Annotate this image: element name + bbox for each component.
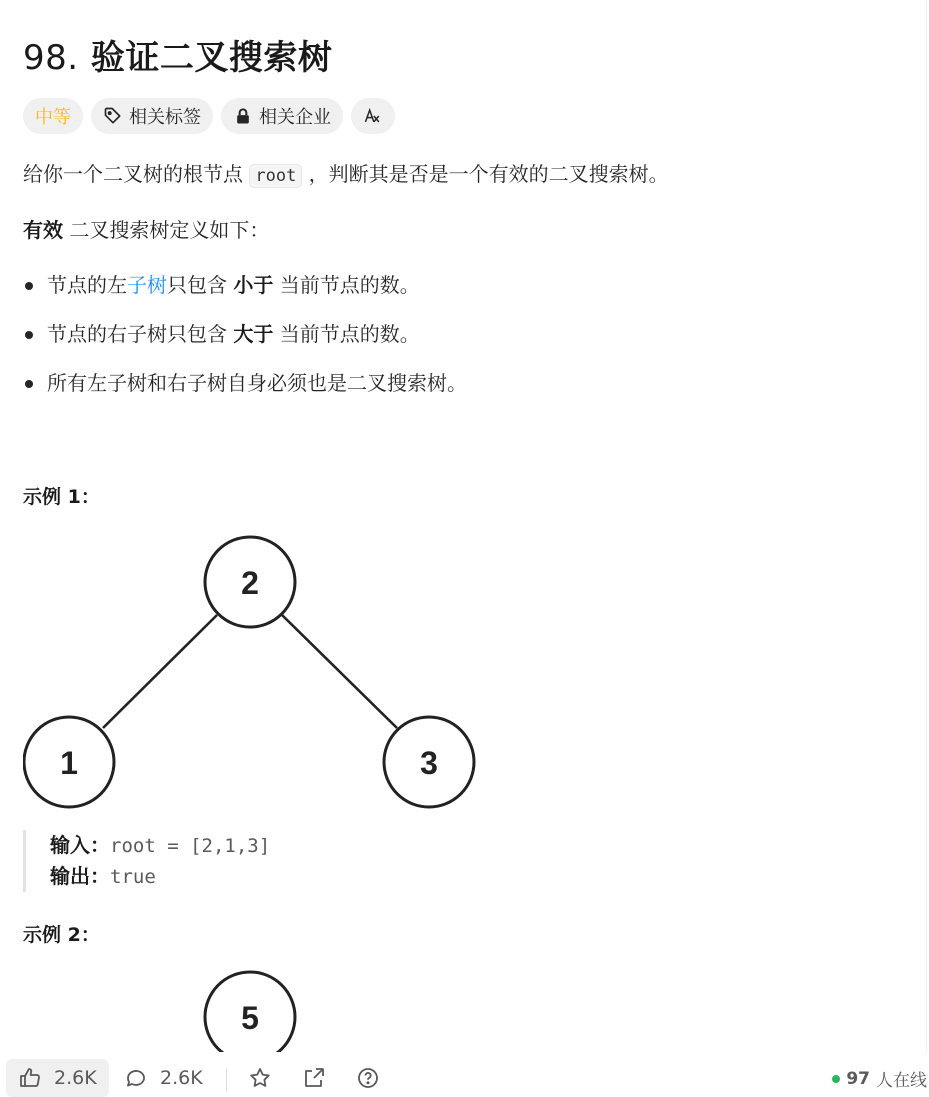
translate-icon (363, 106, 383, 126)
problem-number: 98. (23, 38, 79, 78)
comment-icon (124, 1066, 148, 1090)
lock-icon (233, 106, 253, 126)
difficulty-label: 中等 (35, 107, 71, 128)
related-tags-label: 相关标签 (129, 107, 201, 128)
online-indicator (832, 1066, 927, 1091)
list-item: 节点的右子树只包含 大于 当前节点的数。 (23, 317, 467, 366)
share-icon[interactable] (302, 1066, 326, 1090)
tree-node-label: 3 (420, 745, 438, 781)
tree-edge (282, 615, 397, 728)
like-count: 2.6K (54, 1067, 97, 1089)
online-status-dot (832, 1075, 840, 1083)
definition-line: 有效 二叉搜索树定义如下： (23, 218, 270, 242)
related-companies-label: 相关企业 (259, 107, 331, 128)
online-count: 97 (846, 1068, 870, 1089)
tag-row (23, 98, 395, 134)
inline-code: root (249, 164, 302, 188)
tree-node-label: 1 (60, 745, 78, 781)
star-icon[interactable] (248, 1066, 272, 1090)
related-companies-button[interactable] (221, 98, 343, 134)
subtree-link[interactable]: 子树 (127, 273, 167, 297)
example-input: 输入：root = [2,1,3] (50, 833, 271, 857)
example-2-tree-image (23, 970, 478, 1052)
example-1-tree-image (23, 535, 478, 810)
tree-edge (103, 615, 217, 728)
example-2-title: 示例 2： (23, 924, 100, 946)
tag-icon (103, 106, 123, 126)
bottom-action-bar (0, 1052, 929, 1097)
list-item: 节点的左子树只包含 小于 当前节点的数。 (23, 268, 467, 317)
example-output: 输出：true (50, 864, 156, 888)
online-label: 人在线 (876, 1071, 927, 1091)
difficulty-badge (23, 98, 83, 134)
related-tags-button[interactable] (91, 98, 213, 134)
tree-node-label: 2 (241, 565, 259, 601)
comments-button[interactable] (124, 1059, 203, 1097)
example-1-io (23, 830, 270, 892)
page-title (23, 30, 332, 79)
translate-button[interactable] (351, 98, 395, 134)
tree-node-label: 5 (241, 1000, 259, 1036)
footer-divider (226, 1069, 227, 1091)
problem-statement: 给你一个二叉树的根节点 root ，判断其是否是一个有效的二叉搜索树。 (23, 162, 669, 186)
comment-count: 2.6K (160, 1067, 203, 1089)
problem-title[interactable]: 验证二叉搜索树 (90, 38, 333, 78)
help-icon[interactable] (356, 1066, 380, 1090)
like-button[interactable] (6, 1059, 109, 1097)
panel-divider (926, 0, 927, 1052)
thumbs-up-icon (18, 1066, 42, 1090)
definition-list (23, 268, 467, 415)
example-1-title: 示例 1： (23, 486, 100, 508)
list-item: 所有左子树和右子树自身必须也是二叉搜索树。 (23, 366, 467, 415)
